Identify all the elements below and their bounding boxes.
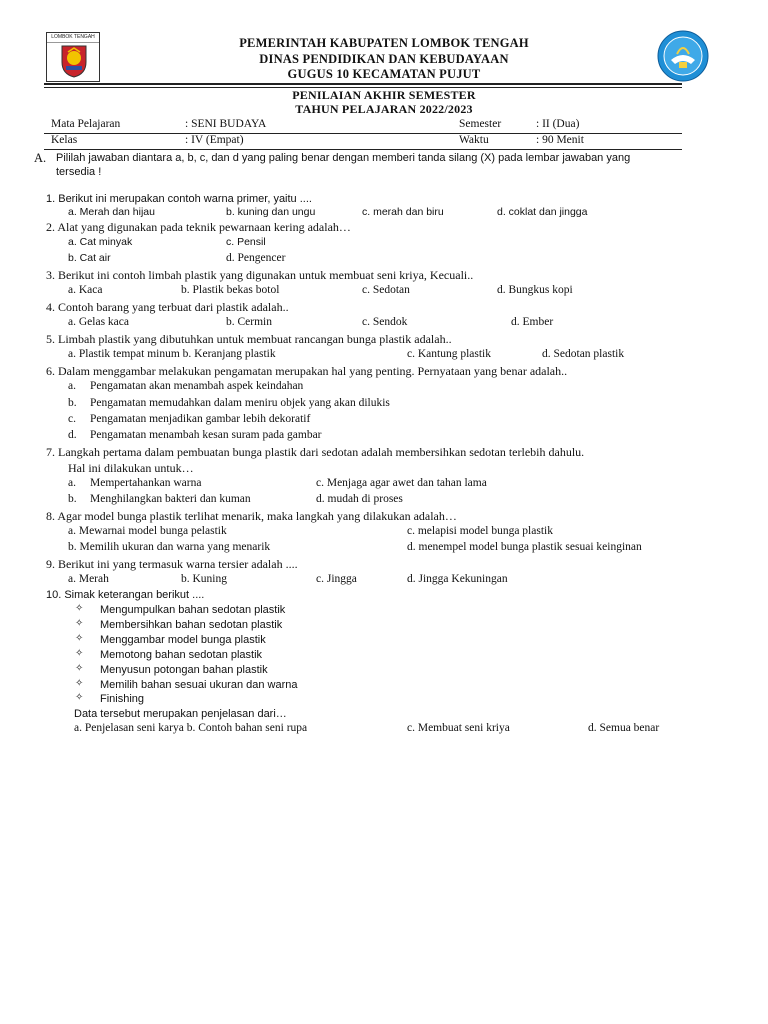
header-rule-thick bbox=[44, 83, 682, 85]
q9-option-b: b. Kuning bbox=[181, 573, 227, 585]
q3-option-d: d. Bungkus kopi bbox=[497, 284, 573, 296]
semester-value: : II (Dua) bbox=[536, 118, 580, 130]
q1-option-b: b. kuning dan ungu bbox=[226, 206, 316, 218]
q7-option-c: c. Menjaga agar awet dan tahan lama bbox=[316, 477, 487, 489]
q8-option-c: c. melapisi model bunga plastik bbox=[407, 525, 553, 537]
q6-option-d: Pengamatan menambah kesan suram pada gambar bbox=[90, 429, 322, 441]
kelas-value: : IV (Empat) bbox=[185, 134, 244, 146]
q1-option-c: c. merah dan biru bbox=[362, 206, 444, 218]
section-letter: A. bbox=[34, 151, 47, 165]
diamond-bullet-icon: ✧ bbox=[75, 663, 84, 674]
q2-option-d: d. Pengencer bbox=[226, 252, 286, 264]
q2-option-a: a. Cat minyak bbox=[68, 236, 133, 248]
mapel-label: Mata Pelajaran bbox=[51, 118, 121, 130]
diamond-bullet-icon: ✧ bbox=[75, 648, 84, 659]
diamond-bullet-icon: ✧ bbox=[75, 633, 84, 644]
header-line-1: PEMERINTAH KABUPATEN LOMBOK TENGAH bbox=[239, 36, 529, 50]
q6-option-b: Pengamatan memudahkan dalam meniru objek yang akan dilukis bbox=[90, 397, 390, 409]
q1-option-a: a. Merah dan hijau bbox=[68, 206, 155, 218]
header-line-2: DINAS PENDIDIKAN DAN KEBUDAYAAN bbox=[259, 52, 509, 66]
question-5: 5. Limbah plastik yang dibutuhkan untuk membuat rancangan bunga plastik adalah.. bbox=[46, 332, 452, 346]
info-rule-2 bbox=[44, 149, 682, 150]
q4-option-c: c. Sendok bbox=[362, 316, 408, 328]
exam-year: TAHUN PELAJARAN 2022/2023 bbox=[295, 102, 473, 116]
q9-option-c: c. Jingga bbox=[316, 573, 357, 585]
q9-option-d: d. Jingga Kekuningan bbox=[407, 573, 508, 585]
q6-option-a: Pengamatan akan menambah aspek keindahan bbox=[90, 380, 304, 392]
waktu-value: : 90 Menit bbox=[536, 134, 584, 146]
q7-label-b: b. bbox=[68, 493, 77, 505]
step-1: Mengumpulkan bahan sedotan plastik bbox=[100, 604, 286, 616]
q3-option-b: b. Plastik bekas botol bbox=[181, 284, 280, 296]
step-7: Finishing bbox=[100, 693, 145, 705]
q8-option-d: d. menempel model bunga plastik sesuai keinginan bbox=[407, 541, 642, 553]
q6-label-b: b. bbox=[68, 397, 77, 409]
semester-label: Semester bbox=[459, 118, 502, 130]
question-10-text: Data tersebut merupakan penjelasan dari… bbox=[74, 708, 287, 720]
q5-option-d: d. Sedotan plastik bbox=[542, 348, 625, 360]
step-4: Memotong bahan sedotan plastik bbox=[100, 649, 263, 661]
waktu-label: Waktu bbox=[459, 134, 489, 146]
q4-option-d: d. Ember bbox=[511, 316, 554, 328]
question-3: 3. Berikut ini contoh limbah plastik yang digunakan untuk membuat seni kriya, Kecuali.. bbox=[46, 268, 474, 282]
question-10: 10. Simak keterangan berikut .... bbox=[46, 589, 205, 601]
diamond-bullet-icon: ✧ bbox=[75, 692, 84, 703]
q6-label-c: c. bbox=[68, 413, 76, 425]
question-7-cont: Hal ini dilakukan untuk… bbox=[68, 461, 194, 475]
q5-option-c: c. Kantung plastik bbox=[407, 348, 491, 360]
step-2: Membersihkan bahan sedotan plastik bbox=[100, 619, 283, 631]
q7-label-a: a. bbox=[68, 477, 76, 489]
q10-option-c: c. Membuat seni kriya bbox=[407, 722, 510, 734]
diamond-bullet-icon: ✧ bbox=[75, 603, 84, 614]
step-3: Menggambar model bunga plastik bbox=[100, 634, 266, 646]
q5-option-ab: a. Plastik tempat minum b. Keranjang plastik bbox=[68, 348, 276, 360]
q8-option-b: b. Memilih ukuran dan warna yang menarik bbox=[68, 541, 271, 553]
info-rule-1 bbox=[44, 133, 682, 134]
exam-title: PENILAIAN AKHIR SEMESTER bbox=[292, 88, 476, 102]
question-8: 8. Agar model bunga plastik terlihat menarik, maka langkah yang dilakukan adalah… bbox=[46, 509, 457, 523]
q9-option-a: a. Merah bbox=[68, 573, 109, 585]
diamond-bullet-icon: ✧ bbox=[75, 678, 84, 689]
question-1: 1. Berikut ini merupakan contoh warna primer, yaitu .... bbox=[46, 193, 312, 205]
q7-option-a: Mempertahankan warna bbox=[90, 477, 202, 489]
mapel-value: : SENI BUDAYA bbox=[185, 118, 267, 130]
step-5: Menyusun potongan bahan plastik bbox=[100, 664, 268, 676]
q6-label-d: d. bbox=[68, 429, 77, 441]
q2-option-c: c. Pensil bbox=[226, 236, 266, 248]
q10-option-d: d. Semua benar bbox=[588, 722, 660, 734]
question-9: 9. Berikut ini yang termasuk warna tersier adalah .... bbox=[46, 557, 298, 571]
q3-option-c: c. Sedotan bbox=[362, 284, 410, 296]
q7-option-b: Menghilangkan bakteri dan kuman bbox=[90, 493, 251, 505]
question-4: 4. Contoh barang yang terbuat dari plastik adalah.. bbox=[46, 300, 289, 314]
q4-option-a: a. Gelas kaca bbox=[68, 316, 129, 328]
q10-option-ab: a. Penjelasan seni karya b. Contoh bahan seni rupa bbox=[74, 722, 308, 734]
q1-option-d: d. coklat dan jingga bbox=[497, 206, 588, 218]
q3-option-a: a. Kaca bbox=[68, 284, 103, 296]
question-2: 2. Alat yang digunakan pada teknik pewarnaan kering adalah… bbox=[46, 220, 351, 234]
header-line-3: GUGUS 10 KECAMATAN PUJUT bbox=[287, 67, 481, 81]
q7-option-d: d. mudah di proses bbox=[316, 493, 403, 505]
instruction-line-1: Pililah jawaban diantara a, b, c, dan d yang paling benar dengan memberi tanda silang (X) pada lembar jawaban yang bbox=[56, 152, 631, 164]
kelas-label: Kelas bbox=[51, 134, 78, 146]
q4-option-b: b. Cermin bbox=[226, 316, 272, 328]
q8-option-a: a. Mewarnai model bunga pelastik bbox=[68, 525, 227, 537]
logo-caption: LOMBOK TENGAH bbox=[47, 33, 99, 43]
diamond-bullet-icon: ✧ bbox=[75, 618, 84, 629]
q2-option-b: b. Cat air bbox=[68, 252, 111, 264]
step-6: Memilih bahan sesuai ukuran dan warna bbox=[100, 679, 298, 691]
q6-label-a: a. bbox=[68, 380, 76, 392]
question-7: 7. Langkah pertama dalam pembuatan bunga plastik dari sedotan adalah membersihkan sedotan terlebih dahulu. bbox=[46, 445, 585, 459]
q6-option-c: Pengamatan menjadikan gambar lebih dekoratif bbox=[90, 413, 311, 425]
instruction-line-2: tersedia ! bbox=[56, 166, 102, 178]
question-6: 6. Dalam menggambar melakukan pengamatan merupakan hal yang penting. Pernyataan yang benar adalah.. bbox=[46, 364, 568, 378]
